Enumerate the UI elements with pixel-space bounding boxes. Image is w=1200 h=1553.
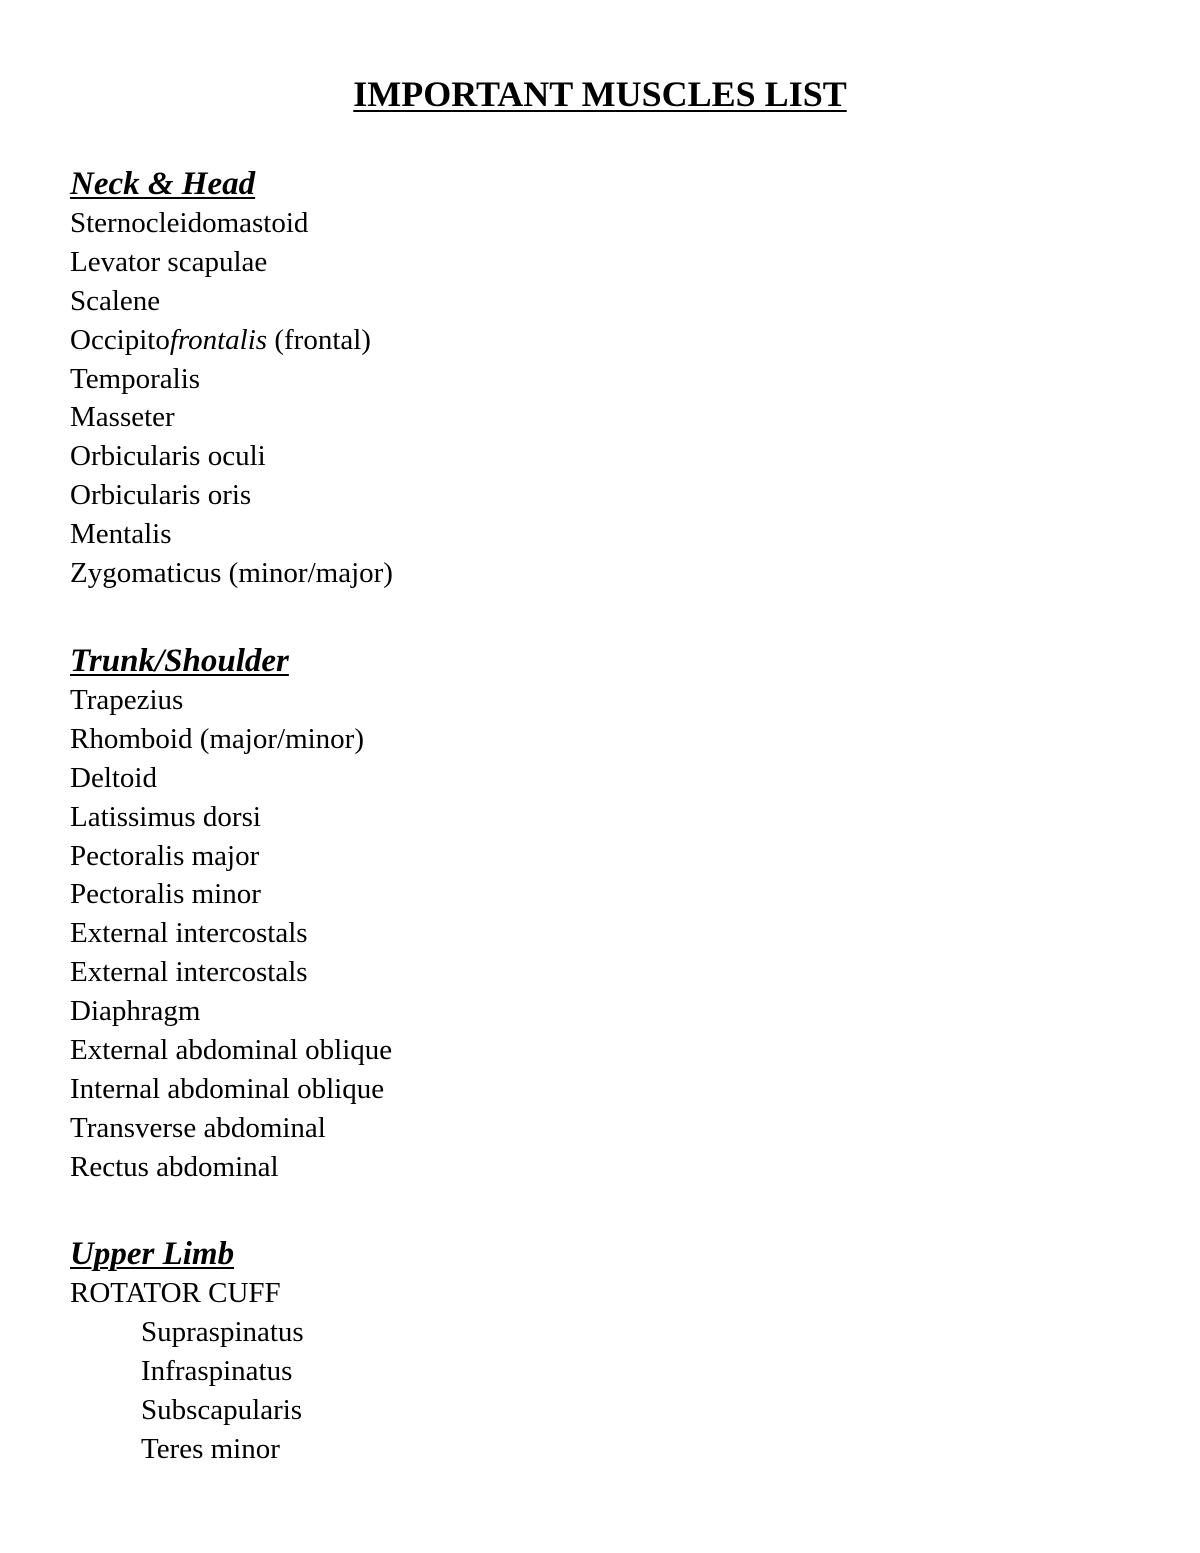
muscle-item: Internal abdominal oblique [70, 1072, 385, 1105]
section-neck-head [70, 165, 970, 593]
muscle-item: Orbicularis oculi [70, 440, 266, 473]
muscle-sub-item: Supraspinatus [141, 1315, 304, 1348]
muscle-item-prefix: Occipito [70, 323, 170, 356]
muscle-item: Trapezius [70, 684, 184, 716]
section-trunk-shoulder [70, 642, 970, 1187]
muscle-item: External intercostals [70, 917, 308, 950]
muscle-item: Mentalis [70, 518, 172, 551]
muscle-item-suffix: (frontal) [267, 323, 371, 356]
muscle-item: Rhomboid (major/minor) [70, 722, 364, 755]
muscle-item: External intercostals [70, 956, 308, 989]
muscle-item: Temporalis [70, 362, 201, 395]
muscle-item: Sternocleidomastoid [70, 207, 309, 239]
muscle-sub-item: Infraspinatus [141, 1354, 293, 1387]
section-upper-limb [70, 1235, 970, 1468]
muscle-item-italic-part: frontalis [169, 323, 268, 356]
muscle-item-occipitofrontalis [70, 321, 970, 360]
section-heading-neck-head: Neck & Head [70, 166, 256, 202]
muscle-item: Masseter [70, 401, 175, 434]
muscle-item: Latissimus dorsi [70, 800, 261, 833]
muscle-item: Diaphragm [70, 995, 201, 1028]
group-label-rotator-cuff: ROTATOR CUFF [70, 1277, 281, 1309]
muscle-item: Scalene [70, 284, 161, 317]
muscle-item: Pectoralis major [70, 839, 260, 872]
document-title: IMPORTANT MUSCLES LIST [353, 74, 847, 114]
muscle-item: External abdominal oblique [70, 1034, 393, 1067]
muscle-sub-item: Teres minor [141, 1432, 280, 1465]
muscle-item: Deltoid [70, 761, 157, 794]
section-heading-upper-limb: Upper Limb [70, 1236, 235, 1272]
muscle-item: Pectoralis minor [70, 878, 261, 911]
muscle-item: Rectus abdominal [70, 1150, 279, 1183]
section-heading-trunk-shoulder: Trunk/Shoulder [70, 643, 289, 679]
muscle-item: Zygomaticus (minor/major) [70, 557, 393, 590]
muscle-item: Orbicularis oris [70, 479, 252, 512]
muscle-item: Transverse abdominal [70, 1111, 326, 1144]
muscle-sub-item: Subscapularis [141, 1393, 303, 1426]
muscle-item: Levator scapulae [70, 245, 268, 278]
